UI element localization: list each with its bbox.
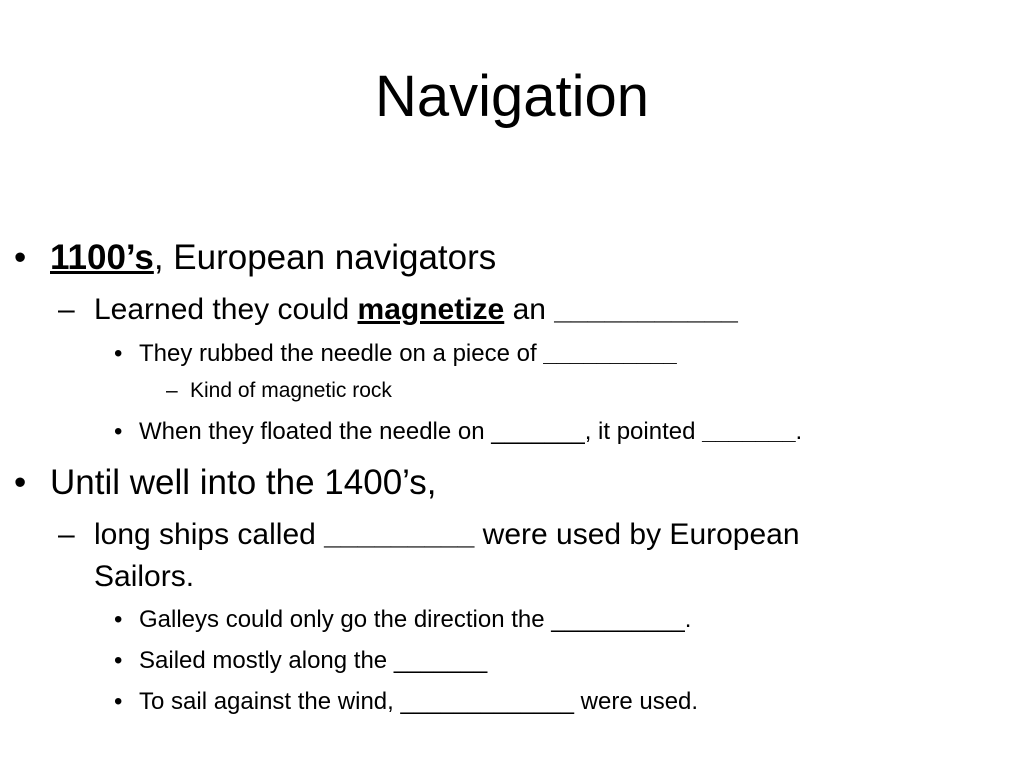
bullet-text: , European navigators	[153, 238, 497, 277]
slide-title: Navigation	[374, 64, 650, 129]
bullet-marker: •	[14, 238, 27, 277]
dash-marker: –	[58, 518, 75, 551]
subitem-emphasis: magnetize	[357, 293, 505, 326]
bullet-marker: •	[114, 418, 123, 445]
bullet-emphasis: 1100’s	[50, 238, 154, 277]
dash-marker: –	[58, 293, 75, 326]
bullet-marker: •	[114, 688, 123, 715]
fill-in-blank: __________	[543, 340, 677, 367]
fill-in-blank: _________	[324, 518, 475, 551]
subitem-long-ships	[94, 515, 800, 555]
subitem-text: an	[504, 293, 555, 326]
subitem-sail-against-wind: To sail against the wind, _____________ were used.	[139, 688, 699, 715]
bullet-marker: •	[114, 340, 123, 367]
subitem-floated-needle	[139, 416, 802, 448]
bullet-marker: •	[114, 647, 123, 674]
subitem-text: They rubbed the needle on a piece of	[139, 340, 544, 367]
subitem-text: long ships called	[94, 518, 325, 551]
fill-in-blank: _______	[702, 418, 796, 445]
bullet-marker: •	[14, 463, 27, 502]
subitem-sailed-along: Sailed mostly along the _______	[139, 647, 488, 674]
bullet-marker: •	[114, 606, 123, 633]
dash-marker: –	[166, 379, 178, 402]
subitem-text: When they floated the needle on _______, it pointed	[139, 418, 703, 445]
subitem-magnetize	[94, 290, 738, 330]
subitem-text: .	[795, 418, 803, 445]
subitem-magnetic-rock: Kind of magnetic rock	[190, 379, 392, 402]
subitem-galleys: Galleys could only go the direction the __________.	[139, 606, 692, 633]
subitem-text: were used by European	[474, 518, 800, 551]
bullet-item-1100s	[50, 236, 496, 280]
fill-in-blank: ___________	[554, 293, 738, 326]
bullet-item-1400s: Until well into the 1400’s,	[50, 463, 437, 502]
subitem-text: Learned they could	[94, 293, 358, 326]
subitem-rubbed-needle	[139, 338, 677, 370]
subitem-long-ships-continuation: Sailors.	[94, 560, 195, 593]
